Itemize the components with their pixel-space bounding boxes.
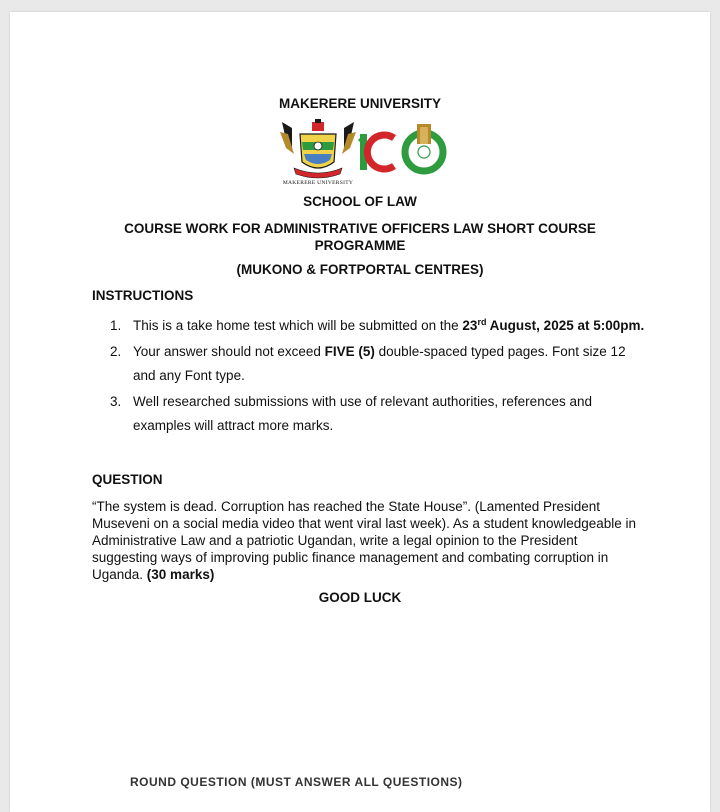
instruction-number: 3. [110,394,122,409]
next-page-fragment: ROUND QUESTION (MUST ANSWER ALL QUESTIONS) [130,775,463,789]
instruction-text: This is a take home test which will be submitted on the 23rd August, 2025 at 5:00pm. [133,317,645,333]
instructions-list [110,314,650,440]
crest-caption: MAKERERE UNIVERSITY [282,180,354,186]
crest-icon [280,119,356,178]
closing-text: GOOD LUCK [318,590,402,605]
document-page [10,12,710,812]
centenary-100-icon [358,124,443,171]
question-marks: (30 marks) [146,567,215,582]
logo-graphic [278,118,448,188]
instruction-text: Well researched submissions with use of relevant authorities, references and examples will attract more marks. [133,394,592,433]
instruction-item [110,314,650,338]
university-name: MAKERERE UNIVERSITY [278,96,442,111]
university-logo [278,118,448,188]
instruction-number: 2. [110,344,122,359]
instruction-text: Your answer should not exceed FIVE (5) double-spaced typed pages. Font size 12 and any Font type. [133,344,626,383]
school-name: SCHOOL OF LAW [303,194,417,209]
course-title: COURSE WORK FOR ADMINISTRATIVE OFFICERS LAW SHORT COURSE PROGRAMME [124,221,596,253]
instructions-heading: INSTRUCTIONS [92,288,194,303]
instruction-item [110,340,650,388]
instruction-item [110,390,650,438]
instruction-number: 1. [110,318,122,333]
question-body: “The system is dead. Corruption has reached the State House”. (Lamented President Museveni on a social media video that went viral last week). As a student knowledgeable in Administrative Law and a patriotic Ugandan, write a legal opinion to the President suggesting ways of improving public finance management and combating corruption in Uganda. (30 marks) [92,499,637,582]
centres-line: (MUKONO & FORTPORTAL CENTRES) [236,262,484,277]
question-heading: QUESTION [92,472,163,487]
